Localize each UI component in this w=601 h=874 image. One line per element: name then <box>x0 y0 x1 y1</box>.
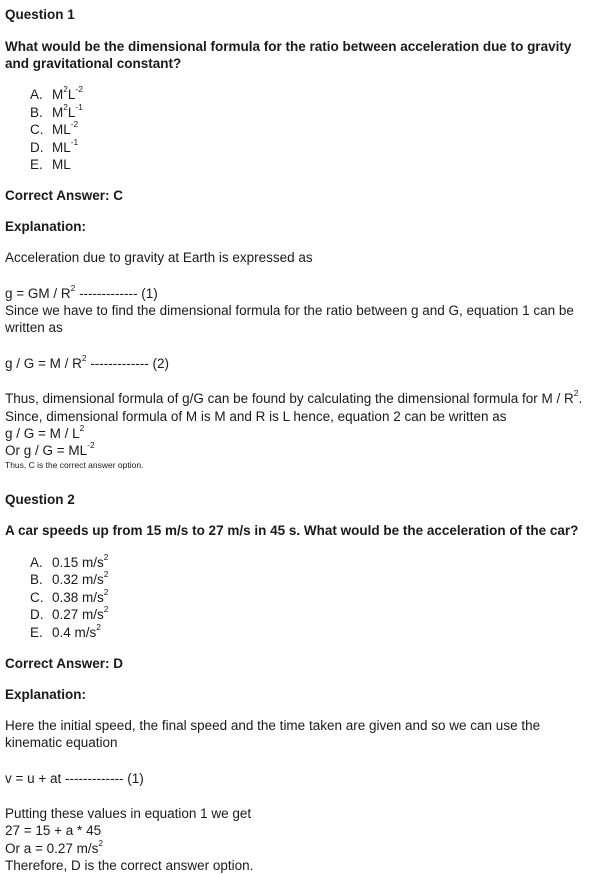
q1-question: What would be the dimensional formula for the ratio between acceleration due to gravity and gravitational constant? <box>5 39 572 71</box>
option-letter: A. <box>30 87 43 102</box>
option-text: 0.32 $m/s^2$ <box>52 569 109 587</box>
q1-since-text: Since we have to find the dimensional formula for the ratio between g and G, equation 1 can be written as <box>5 303 574 335</box>
q2-heading: Question 2 <box>5 492 75 507</box>
option-text: 0.38 $m/s^2$ <box>52 587 109 605</box>
option-letter: E. <box>30 157 43 172</box>
option-text: $M^2L^{-2}$ <box>52 84 83 102</box>
q1-heading: Question 1 <box>5 7 75 22</box>
option-letter: C. <box>30 590 44 605</box>
option-text: 0.4 $m/s^2$ <box>52 622 101 640</box>
q2-correct-answer: Correct Answer: D <box>5 656 124 671</box>
q1-since2-text: Since, dimensional formula of M is M and R is L hence, equation 2 can be written as <box>5 409 507 424</box>
option-text: $ML^{-1}$ <box>52 137 79 155</box>
q1-equation-2: $g / G = M / R^2$ ------------- (2) <box>5 353 170 371</box>
q1-equation-1: g = GM / $R^2$ ------------- (1) <box>5 283 158 301</box>
q2-conclusion: Therefore, D is the correct answer option. <box>5 858 254 873</box>
q1-equation-4: Or $g / G = ML^{-2}$ <box>5 440 95 458</box>
option-letter: B. <box>30 105 43 120</box>
q1-thus-text: Thus, dimensional formula of g/G can be found by calculating the dimensional formula for M / $R^2$. <box>5 388 583 406</box>
q2-calc-2: Or a = 0.27 $m/s^2$ <box>5 838 104 856</box>
q1-intro-text: Acceleration due to gravity at Earth is expressed as <box>5 250 313 265</box>
option-letter: D. <box>30 140 44 155</box>
option-text: 0.15 $m/s^2$ <box>52 552 109 570</box>
q1-conclusion: Thus, C is the correct answer option. <box>5 460 144 470</box>
q2-putting-text: Putting these values in equation 1 we get <box>5 806 252 821</box>
option-letter: E. <box>30 625 43 640</box>
q2-intro-text: Here the initial speed, the final speed and the time taken are given and so we can use the kinematic equation <box>5 718 541 750</box>
option-letter: A. <box>30 555 43 570</box>
q1-explanation-heading: Explanation: <box>5 219 87 234</box>
q2-calc-1: 27 = 15 + a * 45 <box>5 823 102 838</box>
q1-correct-answer: Correct Answer: C <box>5 188 124 203</box>
option-letter: D. <box>30 607 44 622</box>
q2-question: A car speeds up from 15 m/s to 27 m/s in 45 s. What would be the acceleration of the car? <box>5 523 579 538</box>
option-letter: C. <box>30 122 44 137</box>
q2-explanation-heading: Explanation: <box>5 687 87 702</box>
option-text: ML <box>52 157 71 172</box>
q2-equation-1: v = u + at ------------- (1) <box>5 771 144 786</box>
option-text: $ML^{-2}$ <box>52 119 79 137</box>
option-text: $M^2L^{-1}$ <box>52 102 83 120</box>
option-letter: B. <box>30 572 43 587</box>
option-text: 0.27 $m/s^2$ <box>52 604 109 622</box>
q1-equation-3: $g / G = M / L^2$ <box>5 423 85 441</box>
